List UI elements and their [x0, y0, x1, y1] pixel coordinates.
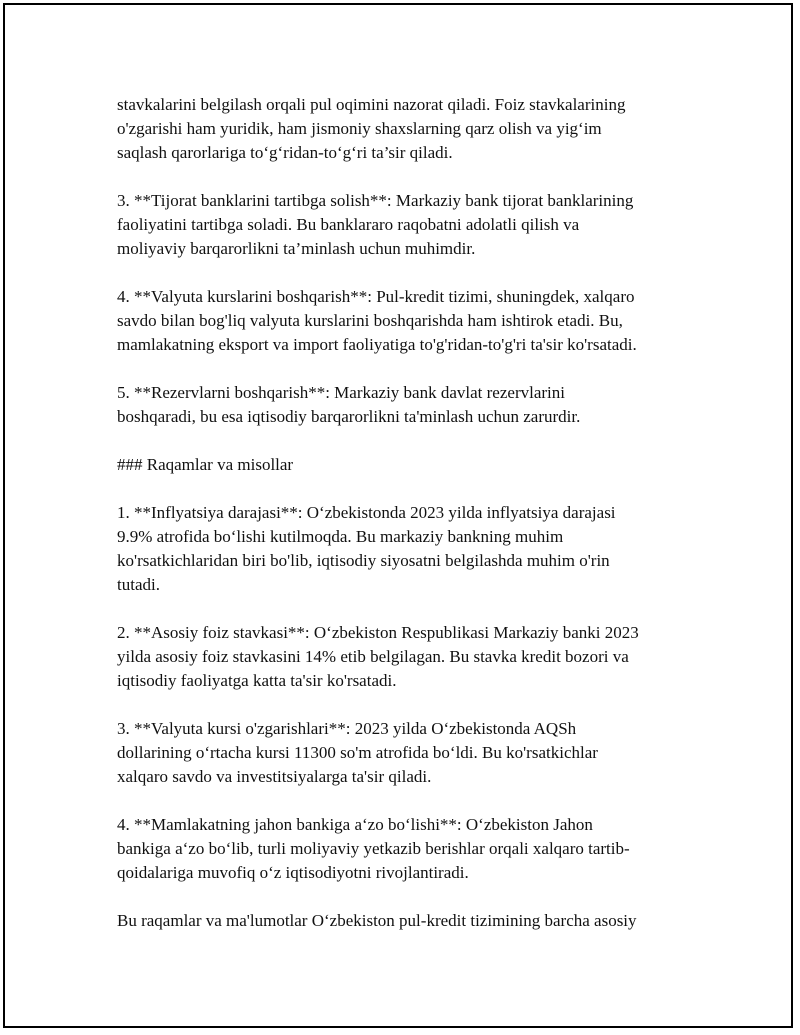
list-item-commercial-banks — [117, 189, 697, 261]
text-line: 4. **Mamlakatning jahon bankiga a‘zo bo‘lishi**: O‘zbekiston Jahon — [117, 815, 593, 834]
text-line: 3. **Tijorat banklarini tartibga solish**: Markaziy bank tijorat banklarining — [117, 191, 634, 210]
text-line: 9.9% atrofida bo‘lishi kutilmoqda. Bu markaziy bankning muhim — [117, 527, 564, 546]
text-line: dollarining o‘rtacha kursi 11300 so'm atrofida bo‘ldi. Bu ko'rsatkichlar — [117, 743, 598, 762]
text-line: Bu raqamlar va ma'lumotlar O‘zbekiston pul-kredit tizimining barcha asosiy — [117, 911, 637, 930]
text-line: qoidalariga muvofiq o‘z iqtisodiyotni rivojlantiradi. — [117, 863, 469, 882]
text-line: xalqaro savdo va investitsiyalarga ta'sir qiladi. — [117, 767, 432, 786]
text-line: stavkalarini belgilash orqali pul oqimini nazorat qiladi. Foiz stavkalarining — [117, 95, 626, 114]
text-line: iqtisodiy faoliyatga katta ta'sir ko'rsatadi. — [117, 671, 397, 690]
text-line: saqlash qarorlariga to‘g‘ridan-to‘g‘ri ta’sir qiladi. — [117, 143, 453, 162]
heading-line: ### Raqamlar va misollar — [117, 455, 294, 474]
text-line: 2. **Asosiy foiz stavkasi**: O‘zbekiston Respublikasi Markaziy banki 2023 — [117, 623, 639, 642]
text-line: o'zgarishi ham yuridik, ham jismoniy shaxslarning qarz olish va yig‘im — [117, 119, 602, 138]
list-item-interest-rate — [117, 621, 697, 693]
text-line: bankiga a‘zo bo‘lib, turli moliyaviy yetkazib berishlar orqali xalqaro tartib- — [117, 839, 630, 858]
list-item-exchange-rates — [117, 285, 697, 357]
text-line: savdo bilan bog'liq valyuta kurslarini boshqarishda ham ishtirok etadi. Bu, — [117, 311, 623, 330]
text-line: yilda asosiy foiz stavkasini 14% etib belgilagan. Bu stavka kredit bozori va — [117, 647, 629, 666]
paragraph-conclusion — [117, 909, 697, 933]
text-line: mamlakatning eksport va import faoliyatiga to'g'ridan-to'g'ri ta'sir ko'rsatadi. — [117, 335, 637, 354]
text-line: 4. **Valyuta kurslarini boshqarish**: Pul-kredit tizimi, shuningdek, xalqaro — [117, 287, 635, 306]
text-line: 5. **Rezervlarni boshqarish**: Markaziy bank davlat rezervlarini — [117, 383, 565, 402]
list-item-reserves — [117, 381, 697, 429]
text-line: faoliyatini tartibga soladi. Bu banklararo raqobatni adolatli qilish va — [117, 215, 580, 234]
list-item-exchange-rate-changes — [117, 717, 697, 789]
text-line: 1. **Inflyatsiya darajasi**: O‘zbekistonda 2023 yilda inflyatsiya darajasi — [117, 503, 616, 522]
text-line: tutadi. — [117, 575, 160, 594]
text-line: 3. **Valyuta kursi o'zgarishlari**: 2023 yilda O‘zbekistonda AQSh — [117, 719, 577, 738]
section-heading — [117, 453, 697, 477]
list-item-inflation — [117, 501, 697, 597]
text-line: boshqaradi, bu esa iqtisodiy barqarorlikni ta'minlash uchun zarurdir. — [117, 407, 581, 426]
list-item-world-bank — [117, 813, 697, 885]
paragraph-intro-continuation — [117, 93, 697, 165]
text-line: ko'rsatkichlaridan biri bo'lib, iqtisodiy siyosatni belgilashda muhim o'rin — [117, 551, 610, 570]
text-line: moliyaviy barqarorlikni ta’minlash uchun muhimdir. — [117, 239, 476, 258]
document-body — [117, 93, 697, 933]
